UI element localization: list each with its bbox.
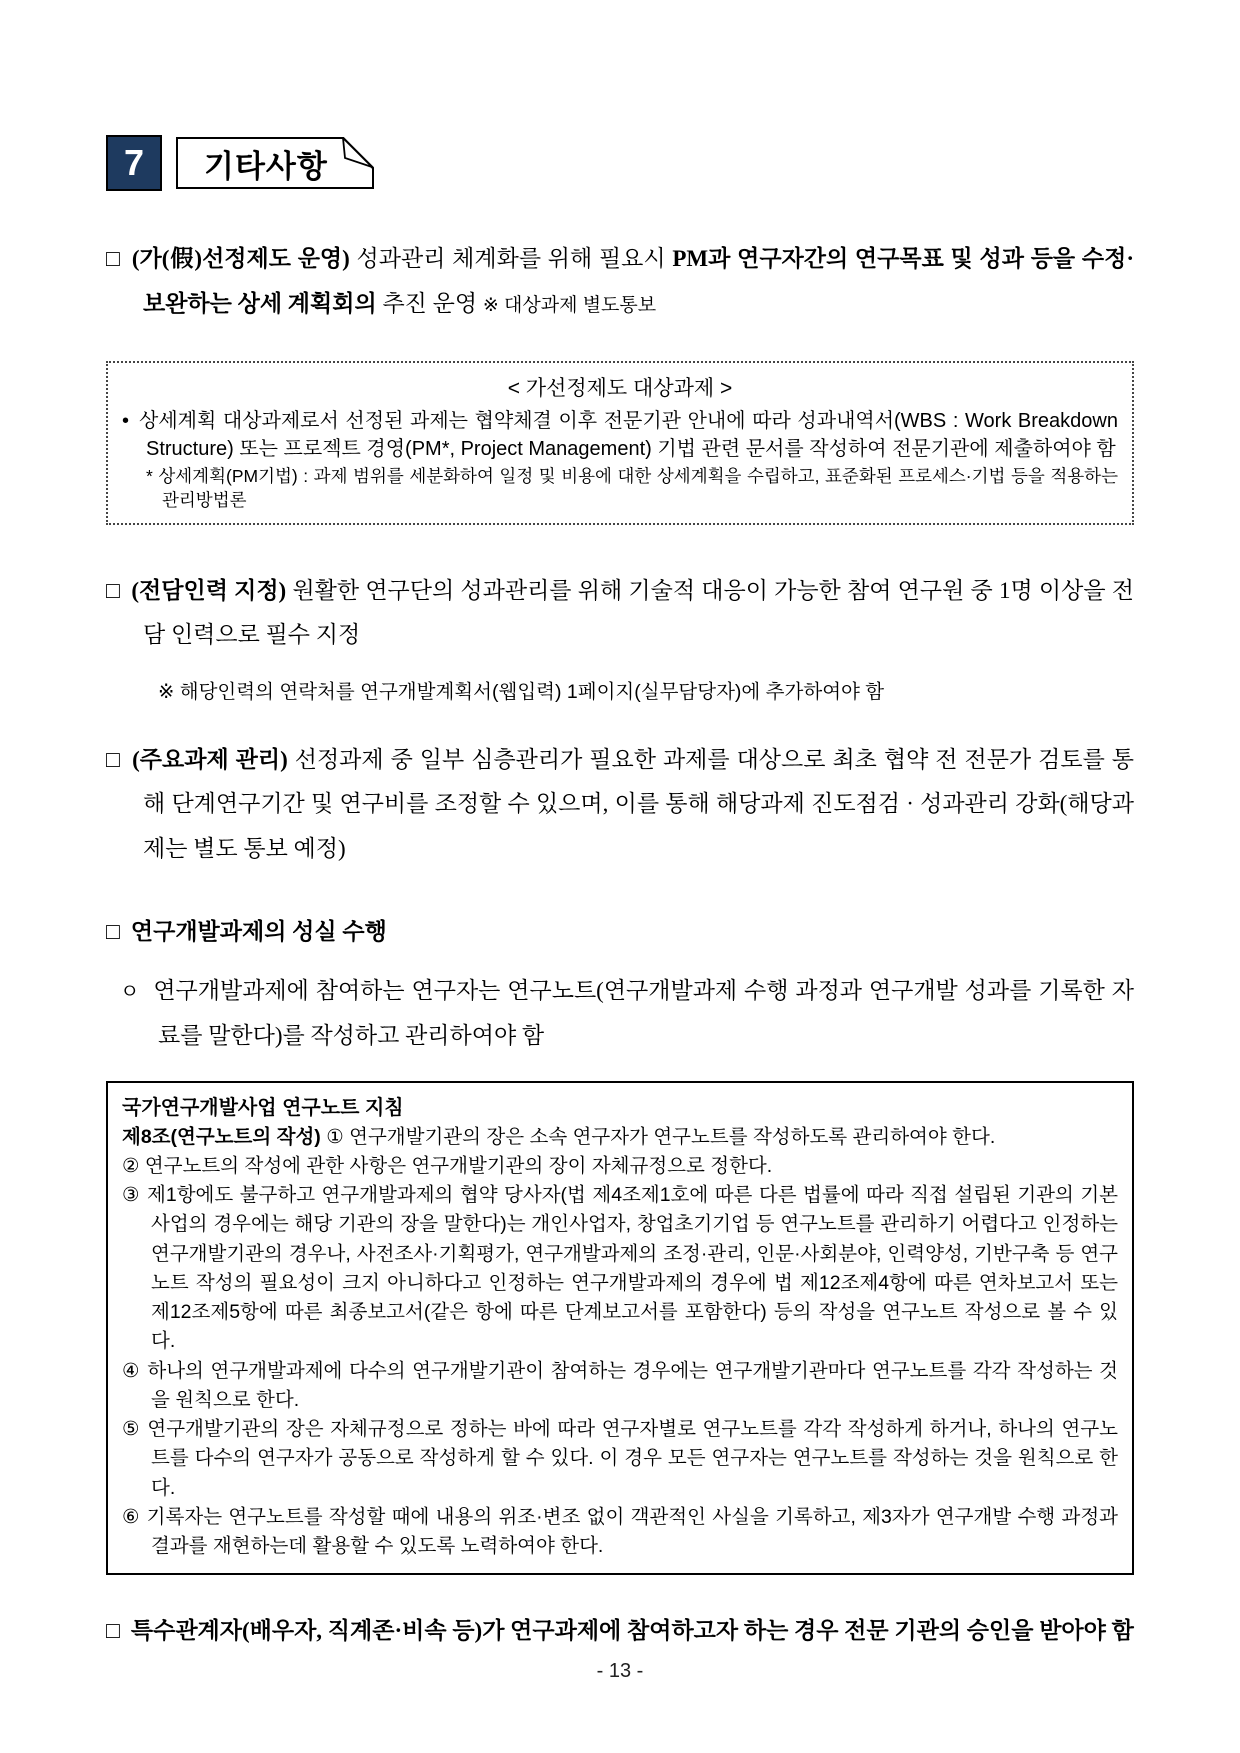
ga-box-title: < 가선정제도 대상과제 > (507, 376, 733, 400)
square-bullet-icon: □ (106, 1618, 120, 1644)
ga-box-body (122, 408, 1118, 463)
note-box-clause-3: ③ 제1항에도 불구하고 연구개발과제의 협약 당사자(법 제4조제1호에 따른 다른 법률에 따라 직접 설립된 기관의 기본사업의 경우에는 해당 기관의 장을 말한다)는 개인사업자, 창업초기기업 등 연구노트를 관리하기 어렵다고 인정하는 연구개발기관의 경우나, 사전조사·기획평가, 연구개발과제의 조정·관리, 인문·사회분야, 인력양성, 기반구축 등 연구노트 작성의 필요성이 크지 아니하다고 인정하는 연구개발과제의 경우에 법 제12조제4항에 따른 연차보고서 또는 제12조제5항에 따른 최종보고서(같은 항에 따른 단계보고서를 포함한다) 등의 작성을 연구노트 작성으로 볼 수 있다. (122, 1184, 1118, 1353)
note-box-article (122, 1123, 1118, 1152)
paragraph-jeondam (106, 569, 1134, 659)
section-header (106, 135, 1134, 191)
paragraph-juyo (106, 738, 1134, 873)
jeondam-note: ※ 해당인력의 연락처를 연구개발계획서(웹입력) 1페이지(실무담당자)에 추가하여야 함 (158, 681, 885, 704)
section-number-badge: 7 (106, 135, 162, 191)
jeondam-label: (전담인력 지정) (131, 577, 287, 603)
seongsil-title: 연구개발과제의 성실 수행 (130, 919, 387, 945)
square-bullet-icon: □ (106, 246, 121, 271)
article-label: 제8조(연구노트의 작성) (122, 1125, 321, 1148)
square-bullet-icon: □ (106, 577, 121, 603)
note-box-clause-4: ④ 하나의 연구개발과제에 다수의 연구개발기관이 참여하는 경우에는 연구개발기관마다 연구노트를 각각 작성하는 것을 원칙으로 한다. (122, 1359, 1118, 1411)
jeondam-text: 원활한 연구단의 성과관리를 위해 기술적 대응이 가능한 참여 연구원 중 1명 이상을 전담 인력으로 필수 지정 (143, 577, 1134, 648)
ga-text-bold: PM과 연구자간의 연구목표 및 성과 등을 수정·보완하는 상세 계획회의 (143, 246, 1134, 316)
research-note-guideline-box (106, 1081, 1134, 1576)
ga-box-footnote: * 상세계획(PM기법) : 과제 범위를 세분화하여 일정 및 비용에 대한 상세계획을 수립하고, 표준화된 프로세스·기법 등을 적용하는 관리방법론 (146, 466, 1118, 510)
paragraph-ga-seonjeong (106, 237, 1134, 327)
note-box-clause-2: ② 연구노트의 작성에 관한 사항은 연구개발기관의 장이 자체규정으로 정한다. (122, 1154, 773, 1177)
section-title-box (176, 137, 374, 189)
ga-text-2: 추진 운영 (376, 290, 483, 316)
note-box-title: 국가연구개발사업 연구노트 지침 (122, 1096, 404, 1119)
note-box-clause-5: ⑤ 연구개발기관의 장은 자체규정으로 정하는 바에 따라 연구자별로 연구노트를 각각 작성하게 하거나, 하나의 연구노트를 다수의 연구자가 공동으로 작성하게 할 수 있다. 이 경우 모든 연구자는 연구노트를 작성하는 것을 원칙으로 한다. (122, 1418, 1118, 1499)
seongsil-sub-text: 연구개발과제에 참여하는 연구자는 연구노트(연구개발과제 수행 과정과 연구개발 성과를 기록한 자료를 말한다)를 작성하고 관리하여야 함 (153, 977, 1134, 1048)
square-bullet-icon: □ (106, 919, 120, 945)
folded-corner-icon (342, 137, 374, 169)
paragraph-seongsil-sub (120, 969, 1134, 1059)
square-bullet-icon: □ (106, 746, 122, 772)
paragraph-teuksu (106, 1609, 1134, 1654)
ga-label: (가(假)선정제도 운영) (131, 246, 350, 271)
dot-bullet-icon: • (122, 410, 130, 433)
article-text: ① 연구개발기관의 장은 소속 연구자가 연구노트를 작성하도록 관리하여야 한다. (320, 1125, 996, 1148)
note-box-clause-6: ⑥ 기록자는 연구노트를 작성할 때에 내용의 위조·변조 없이 객관적인 사실을 기록하고, 제3자가 연구개발 수행 과정과 결과를 재현하는데 활용할 수 있도록 노력하여야 한다. (122, 1505, 1118, 1558)
teuksu-text: 특수관계자(배우자, 직계존·비속 등)가 연구과제에 참여하고자 하는 경우 전문 기관의 승인을 받아야 함 (130, 1618, 1134, 1644)
ga-target-box (106, 361, 1134, 525)
section-title: 기타사항 (204, 148, 328, 184)
juyo-text: 선정과제 중 일부 심층관리가 필요한 과제를 대상으로 최초 협약 전 전문가 검토를 통해 단계연구기간 및 연구비를 조정할 수 있으며, 이를 통해 해당과제 진도점검 · 성과관리 강화(해당과제는 별도 통보 예정) (143, 746, 1134, 862)
ga-text-1: 성과관리 체계화를 위해 필요시 (349, 246, 673, 271)
page-number: - 13 - (596, 1660, 644, 1682)
ga-box-text: 상세계획 대상과제로서 선정된 과제는 협약체결 이후 전문기관 안내에 따라 성과내역서(WBS : Work Breakdown Structure) 또는 프로젝트 경영(PM*, Project Management) 기법 관련 문서를 작성하여 전문기관에 제출하여야 함 (139, 410, 1118, 460)
circle-bullet-icon: ㅇ (120, 980, 140, 1003)
ga-note: ※ 대상과제 별도통보 (482, 294, 657, 316)
paragraph-seongsil-title (106, 910, 1134, 955)
juyo-label: (주요과제 관리) (132, 746, 288, 772)
